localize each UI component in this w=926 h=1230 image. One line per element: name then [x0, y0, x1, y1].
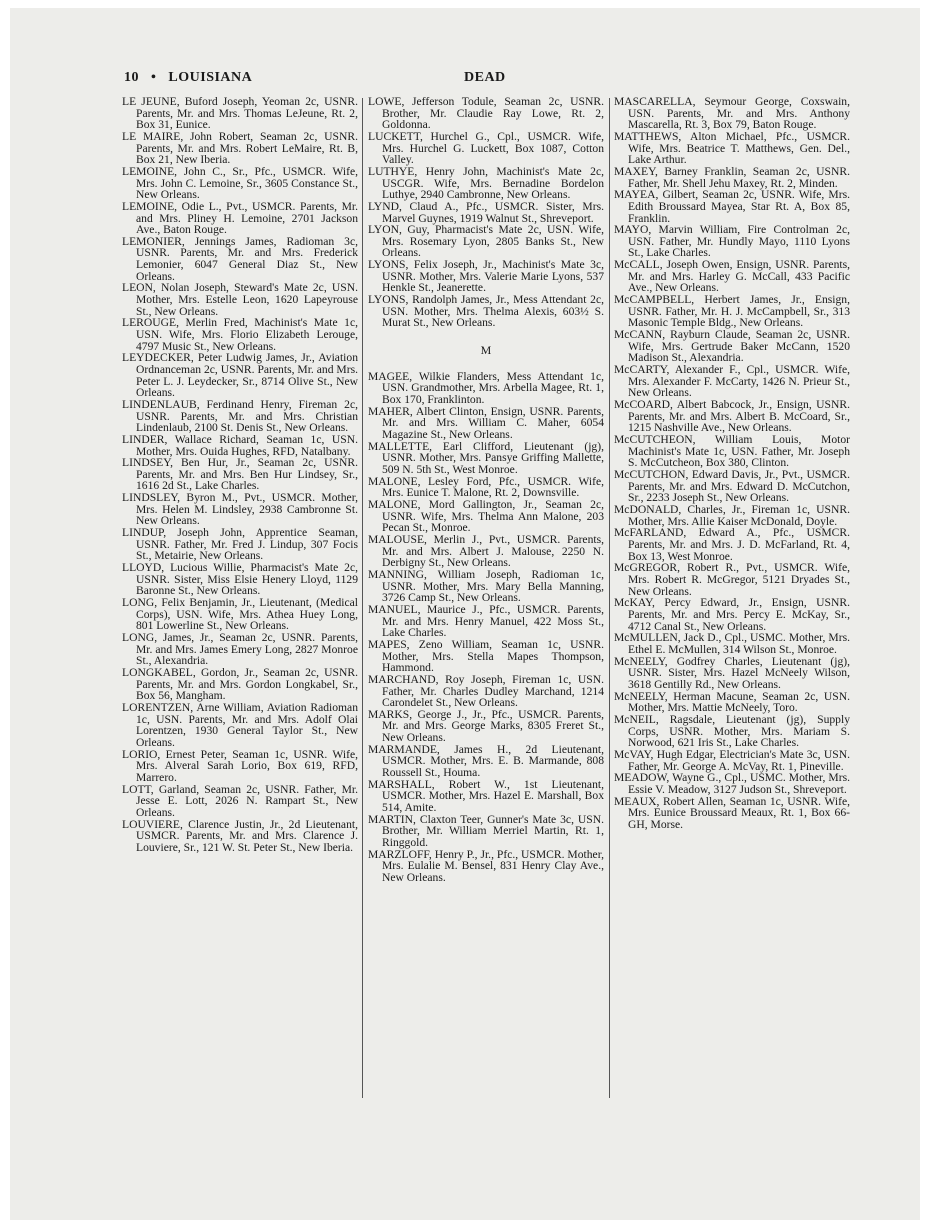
casualty-entry: LINDUP, Joseph John, Apprentice Seaman, USNR. Father, Mr. Fred J. Lindup, 307 Focis St., Metairie, New Orleans. [122, 526, 358, 563]
state-name: LOUISIANA [168, 70, 253, 85]
casualty-entry: LORENTZEN, Arne William, Aviation Radioman 1c, USN. Parents, Mr. and Mrs. Adolf Olai Lorentzen, 1930 General Taylor St., New Orleans. [122, 701, 358, 749]
casualty-entry: LYON, Guy, Pharmacist's Mate 2c, USN. Wife, Mrs. Rosemary Lyon, 2805 Banks St., New Orleans. [368, 223, 604, 260]
casualty-entry: MANUEL, Maurice J., Pfc., USMCR. Parents, Mr. and Mrs. Henry Manuel, 422 Moss St., Lake Charles. [368, 602, 604, 640]
column-divider [609, 98, 610, 1098]
casualty-entry: LE MAIRE, John Robert, Seaman 2c, USNR. Parents, Mr. and Mrs. Robert LeMaire, Rt. B, Box 21, New Iberia. [122, 129, 358, 167]
casualty-entry: MAGEE, Wilkie Flanders, Mess Attendant 1c, USN. Grandmother, Mrs. Arbella Magee, Rt. 1, Box 170, Franklinton. [368, 369, 604, 406]
casualty-entry: MALONE, Lesley Ford, Pfc., USMCR. Wife, Mrs. Eunice T. Malone, Rt. 2, Downsville. [368, 474, 604, 500]
casualty-entry: MARZLOFF, Henry P., Jr., Pfc., USMCR. Mother, Mrs. Eulalie M. Bensel, 831 Henry Clay Ave., New Orleans. [368, 847, 604, 884]
casualty-entry: LINDSEY, Ben Hur, Jr., Seaman 2c, USNR. Parents, Mr. and Mrs. Ben Hur Lindsey, Sr., 1616 2d St., Lake Charles. [122, 456, 358, 493]
page-heading-left [124, 70, 252, 86]
casualty-entry: LEYDECKER, Peter Ludwig James, Jr., Aviation Ordnanceman 2c, USNR. Parents, Mr. and Mrs. Peter L. J. Leydecker, Sr., 8714 Olive St., New Orleans. [122, 351, 358, 400]
casualty-entry: LONG, Felix Benjamin, Jr., Lieutenant, (Medical Corps), USN. Wife, Mrs. Athea Huey Long, 801 Lowerline St., New Orleans. [122, 596, 358, 633]
column-divider [362, 98, 363, 1098]
casualty-entry: MALLETTE, Earl Clifford, Lieutenant (jg), USNR. Mother, Mrs. Pansye Griffing Mallette, 509 N. 5th St., West Monroe. [368, 439, 604, 476]
casualty-entry: LUTHYE, Henry John, Machinist's Mate 2c, USCGR. Wife, Mrs. Bernadine Bordelon Luthye, 2940 Cambronne, New Orleans. [368, 164, 604, 202]
casualty-entry: MATTHEWS, Alton Michael, Pfc., USMCR. Wife, Mrs. Beatrice T. Matthews, Gen. Del., Lake Arthur. [614, 129, 850, 167]
casualty-entry: LEROUGE, Merlin Fred, Machinist's Mate 1c, USN. Wife, Mrs. Florio Elizabeth Lerouge, 4797 Music St., New Orleans. [122, 316, 358, 353]
casualty-entry: MANNING, William Joseph, Radioman 1c, USNR. Mother, Mrs. Mary Bella Manning, 3726 Camp St., New Orleans. [368, 568, 604, 605]
casualty-entry: McFARLAND, Edward A., Pfc., USMCR. Parents, Mr. and Mrs. J. D. McFarland, Rt. 4, Box 13, West Monroe. [614, 526, 850, 563]
casualty-entry: LEON, Nolan Joseph, Steward's Mate 2c, USN. Mother, Mrs. Estelle Leon, 1620 Lapeyrouse St., New Orleans. [122, 281, 358, 318]
casualty-entry: McNEELY, Herman Macune, Seaman 2c, USN. Mother, Mrs. Mattie McNeely, Toro. [614, 689, 850, 715]
casualty-entry: McNEELY, Godfrey Charles, Lieutenant (jg), USNR. Sister, Mrs. Hazel McNeely Wilson, 3618 Gentilly Rd., New Orleans. [614, 654, 850, 691]
casualty-entry: LUCKETT, Hurchel G., Cpl., USMCR. Wife, Mrs. Hurchel G. Luckett, Box 1087, Cotton Valley. [368, 129, 604, 167]
column-2 [368, 96, 604, 884]
casualty-entry: LYONS, Randolph James, Jr., Mess Attendant 2c, USN. Mother, Mrs. Thelma Alexis, 603½ S. Murat St., New Orleans. [368, 293, 604, 330]
casualty-entry: MARSHALL, Robert W., 1st Lieutenant, USMCR. Mother, Mrs. Hazel E. Marshall, Box 514, Amite. [368, 777, 604, 814]
casualty-entry: MEADOW, Wayne G., Cpl., USMC. Mother, Mrs. Essie V. Meadow, 3127 Judson St., Shreveport. [614, 771, 850, 796]
casualty-entry: LLOYD, Lucious Willie, Pharmacist's Mate 2c, USNR. Sister, Miss Elsie Henery Lloyd, 1129 Baronne St., New Orleans. [122, 561, 358, 598]
casualty-entry: McCAMPBELL, Herbert James, Jr., Ensign, USNR. Father, Mr. H. J. McCampbell, Sr., 313 Masonic Temple Bldg., New Orleans. [614, 293, 850, 330]
casualty-entry: MAPES, Zeno William, Seaman 1c, USNR. Mother, Mrs. Stella Mapes Thompson, Hammond. [368, 637, 604, 675]
casualty-entry: LEMONIER, Jennings James, Radioman 3c, USNR. Parents, Mr. and Mrs. Frederick Lemonier, 6047 General Diaz St., New Orleans. [122, 234, 358, 283]
casualty-entry: McCARTY, Alexander F., Cpl., USMCR. Wife, Mrs. Alexander F. McCarty, 1426 N. Prieur St., New Orleans. [614, 363, 850, 400]
section-title: DEAD [464, 70, 506, 85]
casualty-entry: LOTT, Garland, Seaman 2c, USNR. Father, Mr. Jesse E. Lott, 2026 N. Rampart St., New Orleans. [122, 782, 358, 819]
casualty-entry: McMULLEN, Jack D., Cpl., USMC. Mother, Mrs. Ethel E. McMullen, 314 Wilson St., Monroe. [614, 631, 850, 656]
casualty-entry: LE JEUNE, Buford Joseph, Yeoman 2c, USNR. Parents, Mr. and Mrs. Thomas LeJeune, Rt. 2, Box 31, Eunice. [122, 95, 358, 132]
casualty-entry: McCOARD, Albert Babcock, Jr., Ensign, USNR. Parents, Mr. and Mrs. Albert B. McCoard, Sr., 1215 Nashville Ave., New Orleans. [614, 398, 850, 435]
casualty-entry: LYND, Claud A., Pfc., USMCR. Sister, Mrs. Marvel Guynes, 1919 Walnut St., Shreveport. [368, 199, 604, 225]
casualty-entry: McCALL, Joseph Owen, Ensign, USNR. Parents, Mr. and Mrs. Harley G. McCall, 433 Pacific Ave., New Orleans. [614, 258, 850, 295]
casualty-entry: McCUTCHEON, William Louis, Motor Machinist's Mate 1c, USN. Father, Mr. Joseph S. McCutcheon, Box 380, Clinton. [614, 433, 850, 470]
casualty-entry: MALOUSE, Merlin J., Pvt., USMCR. Parents, Mr. and Mrs. Albert J. Malouse, 2250 N. Derbigny St., New Orleans. [368, 533, 604, 570]
casualty-entry: LINDENLAUB, Ferdinand Henry, Fireman 2c, USNR. Parents, Mr. and Mrs. Christian Lindenlaub, 2100 St. Denis St., New Orleans. [122, 397, 358, 435]
casualty-entry: MARMANDE, James H., 2d Lieutenant, USMCR. Mother, Mrs. E. B. Marmande, 808 Roussell St., Houma. [368, 742, 604, 780]
casualty-entry: LINDER, Wallace Richard, Seaman 1c, USN. Mother, Mrs. Ouida Hughes, RFD, Natalbany. [122, 432, 358, 458]
casualty-entry: LEMOINE, Odie L., Pvt., USMCR. Parents, Mr. and Mrs. Pliney H. Lemoine, 2701 Jackson Ave., Baton Rouge. [122, 199, 358, 237]
casualty-entry: LINDSLEY, Byron M., Pvt., USMCR. Mother, Mrs. Helen M. Lindsley, 2938 Cambronne St. New Orleans. [122, 491, 358, 528]
casualty-entry: MAYEA, Gilbert, Seaman 2c, USNR. Wife, Mrs. Edith Broussard Mayea, Star Rt. A, Box 85, Franklin. [614, 188, 850, 225]
casualty-entry: MALONE, Mord Gallington, Jr., Seaman 2c, USNR. Wife, Mrs. Thelma Ann Malone, 203 Pecan St., Monroe. [368, 498, 604, 535]
casualty-entry: McCANN, Rayburn Claude, Seaman 2c, USNR. Wife, Mrs. Gertrude Baker McCann, 1520 Madison St., Alexandria. [614, 328, 850, 365]
casualty-entry: MAXEY, Barney Franklin, Seaman 2c, USNR. Father, Mr. Shell Jehu Maxey, Rt. 2, Minden. [614, 164, 850, 190]
casualty-entry: MEAUX, Robert Allen, Seaman 1c, USNR. Wife, Mrs. Eunice Broussard Meaux, Rt. 1, Box 66-GH, Morse. [614, 794, 850, 831]
casualty-entry: LEMOINE, John C., Sr., Pfc., USMCR. Wife, Mrs. John C. Lemoine, Sr., 3605 Constance St., New Orleans. [122, 164, 358, 202]
casualty-entry: LYONS, Felix Joseph, Jr., Machinist's Mate 3c, USNR. Mother, Mrs. Valerie Marie Lyons, 537 Henkle St., Jeanerette. [368, 258, 604, 295]
casualty-entry: MAYO, Marvin William, Fire Controlman 2c, USN. Father, Mr. Hundly Mayo, 1110 Lyons St., Lake Charles. [614, 223, 850, 260]
page-header [124, 70, 848, 90]
casualty-entry: MARCHAND, Roy Joseph, Fireman 1c, USN. Father, Mr. Charles Dudley Marchand, 1214 Carondelet St., New Orleans. [368, 672, 604, 710]
casualty-entry: McDONALD, Charles, Jr., Fireman 1c, USNR. Mother, Mrs. Allie Kaiser McDonald, Doyle. [614, 503, 850, 528]
casualty-entry: LORIO, Ernest Peter, Seaman 1c, USNR. Wife, Mrs. Alveral Sarah Lorio, Box 619, RFD, Marrero. [122, 747, 358, 784]
casualty-entry: McGREGOR, Robert R., Pvt., USMCR. Wife, Mrs. Robert R. McGregor, 5121 Dryades St., New Orleans. [614, 561, 850, 598]
casualty-entry: McCUTCHON, Edward Davis, Jr., Pvt., USMCR. Parents, Mr. and Mrs. Edward D. McCutchon, Sr., 2233 Joseph St., New Orleans. [614, 468, 850, 505]
column-3 [614, 96, 850, 831]
page-number: 10 [124, 70, 139, 85]
casualty-entry: McKAY, Percy Edward, Jr., Ensign, USNR. Parents, Mr. and Mrs. Percy E. McKay, Sr., 4712 Canal St., New Orleans. [614, 596, 850, 633]
casualty-entry: MASCARELLA, Seymour George, Coxswain, USN. Parents, Mr. and Mrs. Anthony Mascarella, Rt. 3, Box 79, Baton Rouge. [614, 95, 850, 132]
casualty-entry: McVAY, Hugh Edgar, Electrician's Mate 3c, USN. Father, Mr. George A. McVay, Rt. 1, Pineville. [614, 748, 850, 773]
casualty-entry: LOWE, Jefferson Todule, Seaman 2c, USNR. Brother, Mr. Claudie Ray Lowe, Rt. 2, Goldonna. [368, 95, 604, 132]
bullet-separator: • [151, 70, 157, 85]
section-letter: M [480, 343, 492, 358]
column-1 [122, 96, 358, 854]
casualty-entry: LOUVIERE, Clarence Justin, Jr., 2d Lieutenant, USMCR. Parents, Mr. and Mrs. Clarence J. Louviere, Sr., 121 W. St. Peter St., New Iberia. [122, 817, 358, 854]
casualty-entry: MARKS, George J., Jr., Pfc., USMCR. Parents, Mr. and Mrs. George Marks, 8305 Freret St., New Orleans. [368, 707, 604, 745]
casualty-entry: LONGKABEL, Gordon, Jr., Seaman 2c, USNR. Parents, Mr. and Mrs. Gordon Longkabel, Sr., Box 56, Mangham. [122, 666, 358, 703]
casualty-entry: McNEIL, Ragsdale, Lieutenant (jg), Supply Corps, USNR. Mother, Mrs. Mariam S. Norwood, 621 Iris St., Lake Charles. [614, 713, 850, 750]
casualty-entry: MARTIN, Claxton Teer, Gunner's Mate 3c, USN. Brother, Mr. William Merriel Martin, Rt. 1, Ringgold. [368, 812, 604, 849]
casualty-entry: MAHER, Albert Clinton, Ensign, USNR. Parents, Mr. and Mrs. William C. Maher, 6054 Magazine St., New Orleans. [368, 404, 604, 441]
casualty-entry: LONG, James, Jr., Seaman 2c, USNR. Parents, Mr. and Mrs. James Emery Long, 2827 Monroe St., Alexandria. [122, 631, 358, 668]
